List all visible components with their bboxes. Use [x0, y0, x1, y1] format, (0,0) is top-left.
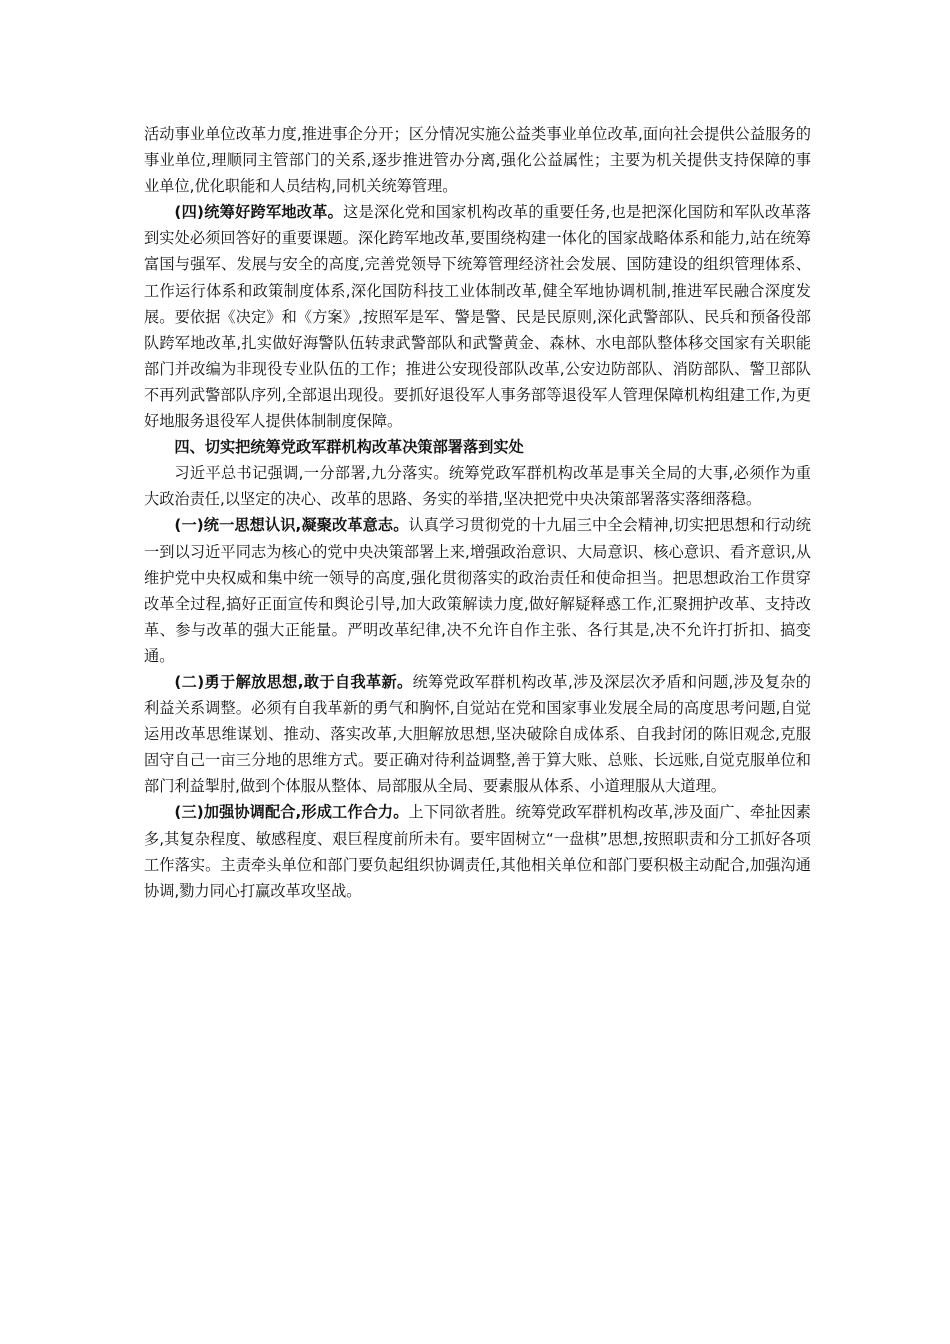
document-page — [144, 121, 811, 904]
paragraph-unify-thinking — [144, 512, 811, 669]
subsection-lead-two: (二)勇于解放思想,敢于自我革新。 — [174, 672, 413, 691]
paragraph-body: 这是深化党和国家机构改革的重要任务,也是把深化国防和军队改革落到实处必须回答好的重要课题。深化跨军地改革,要围绕构建一体化的国家战略体系和能力,站在统筹富国与强军、发展与安全的高度,完善党领导下统筹管理经济社会发展、国防建设的组织管理体系、工作运行体系和政策制度体系,深化国防科技工业体制改革,健全军地协调机制,推进军民融合深度发展。要依据《决定》和《方案》,按照军是军、警是警、民是民原则,深化武警部队、民兵和预备役部队跨军地改革,扎实做好海警队伍转隶武警部队和武警黄金、森林、水电部队整体移交国家有关职能部门并改编为非现役专业队伍的工作；推进公安现役部队改革,公安边防部队、消防部队、警卫部队不再列武警部队序列,全部退出现役。要抓好退役军人事务部等退役军人管理保障机构组建工作,为更好地服务退役军人提供体制制度保障。 — [144, 203, 811, 431]
paragraph-body: 认真学习贯彻党的十九届三中全会精神,切实把思想和行动统一到以习近平同志为核心的党中央决策部署上来,增强政治意识、大局意识、核心意识、看齐意识,从维护党中央权威和集中统一领导的高度,强化贯彻落实的政治责任和使命担当。把思想政治工作贯穿改革全过程,搞好正面宣传和舆论引导,加大政策解读力度,做好解疑释惑工作,汇聚拥护改革、支持改革、参与改革的强大正能量。严明改革纪律,决不允许自作主张、各行其是,决不允许打折扣、搞变通。 — [144, 516, 811, 665]
subsection-lead-one: (一)统一思想认识,凝聚改革意志。 — [174, 516, 409, 535]
paragraph-military-civil-reform — [144, 199, 811, 434]
paragraph-emancipate-mind — [144, 669, 811, 799]
paragraph-body: 统筹党政军群机构改革,涉及深层次矛盾和问题,涉及复杂的利益关系调整。必须有自我革新的勇气和胸怀,自觉站在党和国家事业发展全局的高度思考问题,自觉运用改革思维谋划、推动、落实改革,大胆解放思想,坚决破除自成体系、自我封闭的陈旧观念,克服固守自己一亩三分地的思维方式。要正确对待利益调整,善于算大账、总账、长远账,自觉克服单位和部门利益掣肘,做到个体服从整体、局部服从全局、要素服从体系、小道理服从大道理。 — [144, 672, 811, 796]
paragraph-implementation-intro: 习近平总书记强调,一分部署,九分落实。统筹党政军群机构改革是事关全局的大事,必须作为重大政治责任,以坚定的决心、改革的思路、务实的举措,坚决把党中央决策部署落实落细落稳。 — [144, 464, 811, 509]
subsection-lead-three: (三)加强协调配合,形成工作合力。 — [174, 803, 409, 822]
paragraph-body: 上下同欲者胜。统筹党政军群机构改革,涉及面广、牵扯因素多,其复杂程度、敏感程度、艰巨程度前所未有。要牢固树立“一盘棋”思想,按照职责和分工抓好各项工作落实。主责牵头单位和部门要负起组织协调责任,其他相关单位和部门要积极主动配合,加强沟通协调,勠力同心打赢改革攻坚战。 — [144, 803, 811, 900]
section-lead-four: (四)统筹好跨军地改革。 — [174, 203, 344, 222]
paragraph-coordination — [144, 799, 811, 903]
paragraph-public-institutions: 活动事业单位改革力度,推进事企分开；区分情况实施公益类事业单位改革,面向社会提供公益服务的事业单位,理顺同主管部门的关系,逐步推进管办分离,强化公益属性；主要为机关提供支持保障的事业单位,优化职能和人员结构,同机关统筹管理。 — [144, 125, 811, 196]
section-heading-four: 四、切实把统筹党政军群机构改革决策部署落到实处 — [174, 438, 524, 457]
